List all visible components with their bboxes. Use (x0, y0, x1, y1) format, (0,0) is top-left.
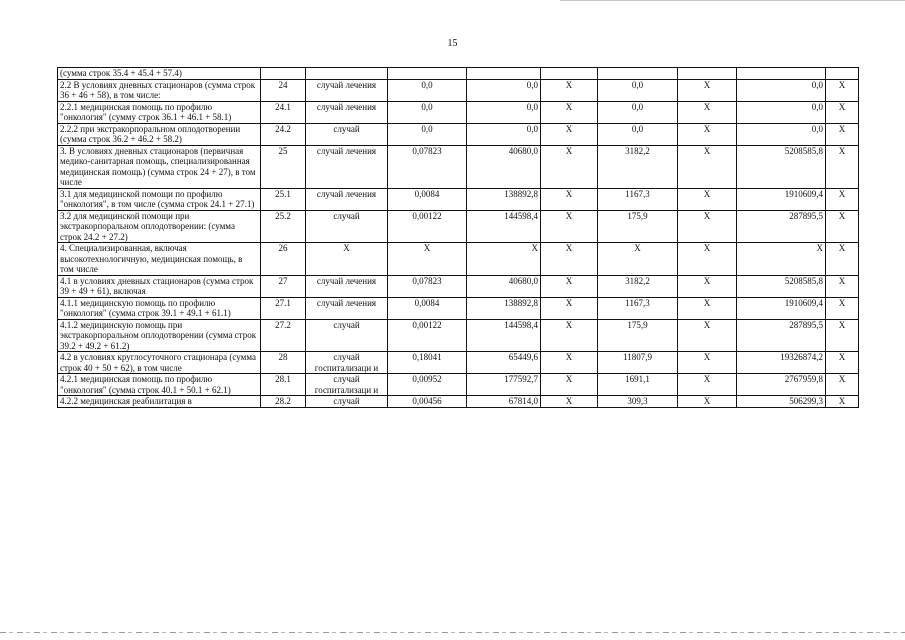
cell-v7: X (826, 396, 859, 408)
table-row (58, 396, 859, 408)
table-row (58, 275, 859, 297)
cell-v5: X (678, 210, 737, 243)
cell-v2: 177592,7 (467, 374, 541, 396)
table-row (58, 352, 859, 374)
cell-v3: X (541, 297, 598, 319)
cell-name: 3.2 для медицинской помощи при экстракорпоральном оплодотворении: (сумма строк 24.2 + 27.2) (58, 210, 261, 243)
cell-v5: X (678, 145, 737, 188)
cell-v2: 144598,4 (467, 319, 541, 352)
scan-edge-bottom (0, 632, 905, 633)
table-row (58, 319, 859, 352)
cell-v2: 144598,4 (467, 210, 541, 243)
cell-v7: X (826, 319, 859, 352)
cell-v6: 1910609,4 (737, 188, 826, 210)
cell-unit: случай лечения (306, 275, 388, 297)
cell-name: 4.1 в условиях дневных стационаров (сумма строк 39 + 49 + 61), включая (58, 275, 261, 297)
cell-v1: 0,0 (388, 123, 467, 145)
cell-name: 4.2.2 медицинская реабилитация в (58, 396, 261, 408)
cell-v6: 2767959,8 (737, 374, 826, 396)
cell-v4: 3182,2 (598, 145, 678, 188)
cell-unit (306, 68, 388, 80)
cell-v5: X (678, 374, 737, 396)
cell-unit: случай госпитализаци и (306, 374, 388, 396)
cell-v1: 0,0 (388, 79, 467, 101)
cell-v3: X (541, 188, 598, 210)
cell-unit: случай лечения (306, 79, 388, 101)
cell-v4: 0,0 (598, 123, 678, 145)
cell-v5: X (678, 352, 737, 374)
cell-v2: 0,0 (467, 101, 541, 123)
cell-name: 4.1.2 медицинскую помощь при экстракорпоральном оплодотворении (сумма строк 39.2 + 49.2 + 61.2) (58, 319, 261, 352)
cell-v5: X (678, 319, 737, 352)
cell-v4: 1167,3 (598, 297, 678, 319)
cell-v5: X (678, 101, 737, 123)
cell-unit: случай (306, 319, 388, 352)
cell-v4: 175,9 (598, 319, 678, 352)
cell-v7: X (826, 79, 859, 101)
cell-v6: 287895,5 (737, 319, 826, 352)
cell-num: 26 (261, 243, 306, 276)
cell-v6: 19326874,2 (737, 352, 826, 374)
cell-v4: X (598, 243, 678, 276)
table-body (58, 68, 859, 408)
cell-v2: X (467, 243, 541, 276)
data-table (57, 67, 859, 408)
cell-v4: 1167,3 (598, 188, 678, 210)
cell-v1 (388, 68, 467, 80)
cell-unit: случай (306, 396, 388, 408)
cell-v3: X (541, 79, 598, 101)
cell-v2: 65449,6 (467, 352, 541, 374)
cell-v7: X (826, 123, 859, 145)
cell-v6 (737, 68, 826, 80)
cell-v3: X (541, 210, 598, 243)
cell-v1: 0,0084 (388, 188, 467, 210)
cell-v4: 3182,2 (598, 275, 678, 297)
cell-v7 (826, 68, 859, 80)
cell-v5: X (678, 275, 737, 297)
cell-v1: X (388, 243, 467, 276)
cell-v1: 0,00122 (388, 319, 467, 352)
cell-unit: случай лечения (306, 101, 388, 123)
cell-v3: X (541, 352, 598, 374)
cell-v7: X (826, 188, 859, 210)
cell-v5: X (678, 188, 737, 210)
cell-v3: X (541, 101, 598, 123)
cell-v4: 0,0 (598, 101, 678, 123)
cell-unit: случай лечения (306, 145, 388, 188)
cell-v2: 67814,0 (467, 396, 541, 408)
cell-num: 25.2 (261, 210, 306, 243)
cell-v6: 0,0 (737, 79, 826, 101)
cell-v3: X (541, 374, 598, 396)
table-row (58, 101, 859, 123)
cell-v2: 0,0 (467, 123, 541, 145)
cell-v7: X (826, 374, 859, 396)
cell-v1: 0,07823 (388, 275, 467, 297)
table-row (58, 297, 859, 319)
cell-num: 27.1 (261, 297, 306, 319)
cell-v3: X (541, 319, 598, 352)
cell-num: 25.1 (261, 188, 306, 210)
cell-num: 27 (261, 275, 306, 297)
cell-unit: случай (306, 123, 388, 145)
cell-v1: 0,00952 (388, 374, 467, 396)
cell-v5: X (678, 243, 737, 276)
cell-v3 (541, 68, 598, 80)
cell-name: 2.2.2 при экстракорпоральном оплодотворении (сумма строк 36.2 + 46.2 + 58.2) (58, 123, 261, 145)
cell-v2: 0,0 (467, 79, 541, 101)
cell-v6: 5208585,8 (737, 275, 826, 297)
cell-unit: случай (306, 210, 388, 243)
cell-num (261, 68, 306, 80)
cell-num: 24 (261, 79, 306, 101)
cell-v3: X (541, 145, 598, 188)
cell-v7: X (826, 145, 859, 188)
cell-v5 (678, 68, 737, 80)
cell-v3: X (541, 396, 598, 408)
cell-v3: X (541, 275, 598, 297)
cell-v4: 175,9 (598, 210, 678, 243)
cell-v4 (598, 68, 678, 80)
cell-v6: X (737, 243, 826, 276)
cell-unit: случай лечения (306, 188, 388, 210)
cell-v3: X (541, 123, 598, 145)
cell-v6: 0,0 (737, 101, 826, 123)
table-row (58, 210, 859, 243)
cell-num: 24.1 (261, 101, 306, 123)
cell-v6: 506299,3 (737, 396, 826, 408)
table-row (58, 123, 859, 145)
page-number: 15 (447, 38, 458, 49)
cell-v7: X (826, 210, 859, 243)
cell-v1: 0,0084 (388, 297, 467, 319)
cell-num: 27.2 (261, 319, 306, 352)
cell-unit: X (306, 243, 388, 276)
cell-unit: случай госпитализаци и (306, 352, 388, 374)
cell-v1: 0,00456 (388, 396, 467, 408)
table-row (58, 188, 859, 210)
cell-v7: X (826, 297, 859, 319)
cell-v5: X (678, 123, 737, 145)
cell-num: 25 (261, 145, 306, 188)
scan-edge-top (560, 0, 905, 1)
cell-name: 4.1.1 медицинскую помощь по профилю "онкология" (сумма строк 39.1 + 49.1 + 61.1) (58, 297, 261, 319)
cell-v1: 0,07823 (388, 145, 467, 188)
table-row (58, 374, 859, 396)
cell-v5: X (678, 297, 737, 319)
cell-v1: 0,18041 (388, 352, 467, 374)
cell-v2: 40680,0 (467, 275, 541, 297)
cell-unit: случай лечения (306, 297, 388, 319)
cell-v6: 287895,5 (737, 210, 826, 243)
table-row (58, 243, 859, 276)
cell-name: 4. Специализированная, включая высокотехнологичную, медицинская помощь, в том числе (58, 243, 261, 276)
cell-v4: 11807,9 (598, 352, 678, 374)
cell-name: 2.2 В условиях дневных стационаров (сумма строк 36 + 46 + 58), в том числе: (58, 79, 261, 101)
cell-v6: 5208585,8 (737, 145, 826, 188)
cell-v1: 0,00122 (388, 210, 467, 243)
cell-num: 28.2 (261, 396, 306, 408)
cell-name: 4.2 в условиях круглосуточного стационара (сумма строк 40 + 50 + 62), в том числе (58, 352, 261, 374)
cell-v4: 1691,1 (598, 374, 678, 396)
cell-name: 4.2.1 медицинская помощь по профилю "онкология" (сумма строк 40.1 + 50.1 + 62.1) (58, 374, 261, 396)
cell-v6: 0,0 (737, 123, 826, 145)
cell-v7: X (826, 101, 859, 123)
cell-v2: 138892,8 (467, 188, 541, 210)
cell-v5: X (678, 79, 737, 101)
table-row (58, 145, 859, 188)
cell-name: 3. В условиях дневных стационаров (первичная медико-санитарная помощь, специализированная медицинская помощь) (сумма строк 24 + 27), в том числе (58, 145, 261, 188)
cell-name: (сумма строк 35.4 + 45.4 + 57.4) (58, 68, 261, 80)
cell-num: 24.2 (261, 123, 306, 145)
table-row (58, 68, 859, 80)
cell-v1: 0,0 (388, 101, 467, 123)
cell-num: 28.1 (261, 374, 306, 396)
cell-num: 28 (261, 352, 306, 374)
cell-v2: 40680,0 (467, 145, 541, 188)
cell-v4: 309,3 (598, 396, 678, 408)
cell-v7: X (826, 352, 859, 374)
table-row (58, 79, 859, 101)
cell-v6: 1910609,4 (737, 297, 826, 319)
cell-v2 (467, 68, 541, 80)
cell-v7: X (826, 275, 859, 297)
cell-name: 2.2.1 медицинская помощь по профилю "онкология" (сумму строк 36.1 + 46.1 + 58.1) (58, 101, 261, 123)
cell-v7: X (826, 243, 859, 276)
cell-v5: X (678, 396, 737, 408)
cell-name: 3.1 для медицинской помощи по профилю "онкология", в том числе (сумма строк 24.1 + 27.1) (58, 188, 261, 210)
cell-v4: 0,0 (598, 79, 678, 101)
cell-v3: X (541, 243, 598, 276)
cell-v2: 138892,8 (467, 297, 541, 319)
